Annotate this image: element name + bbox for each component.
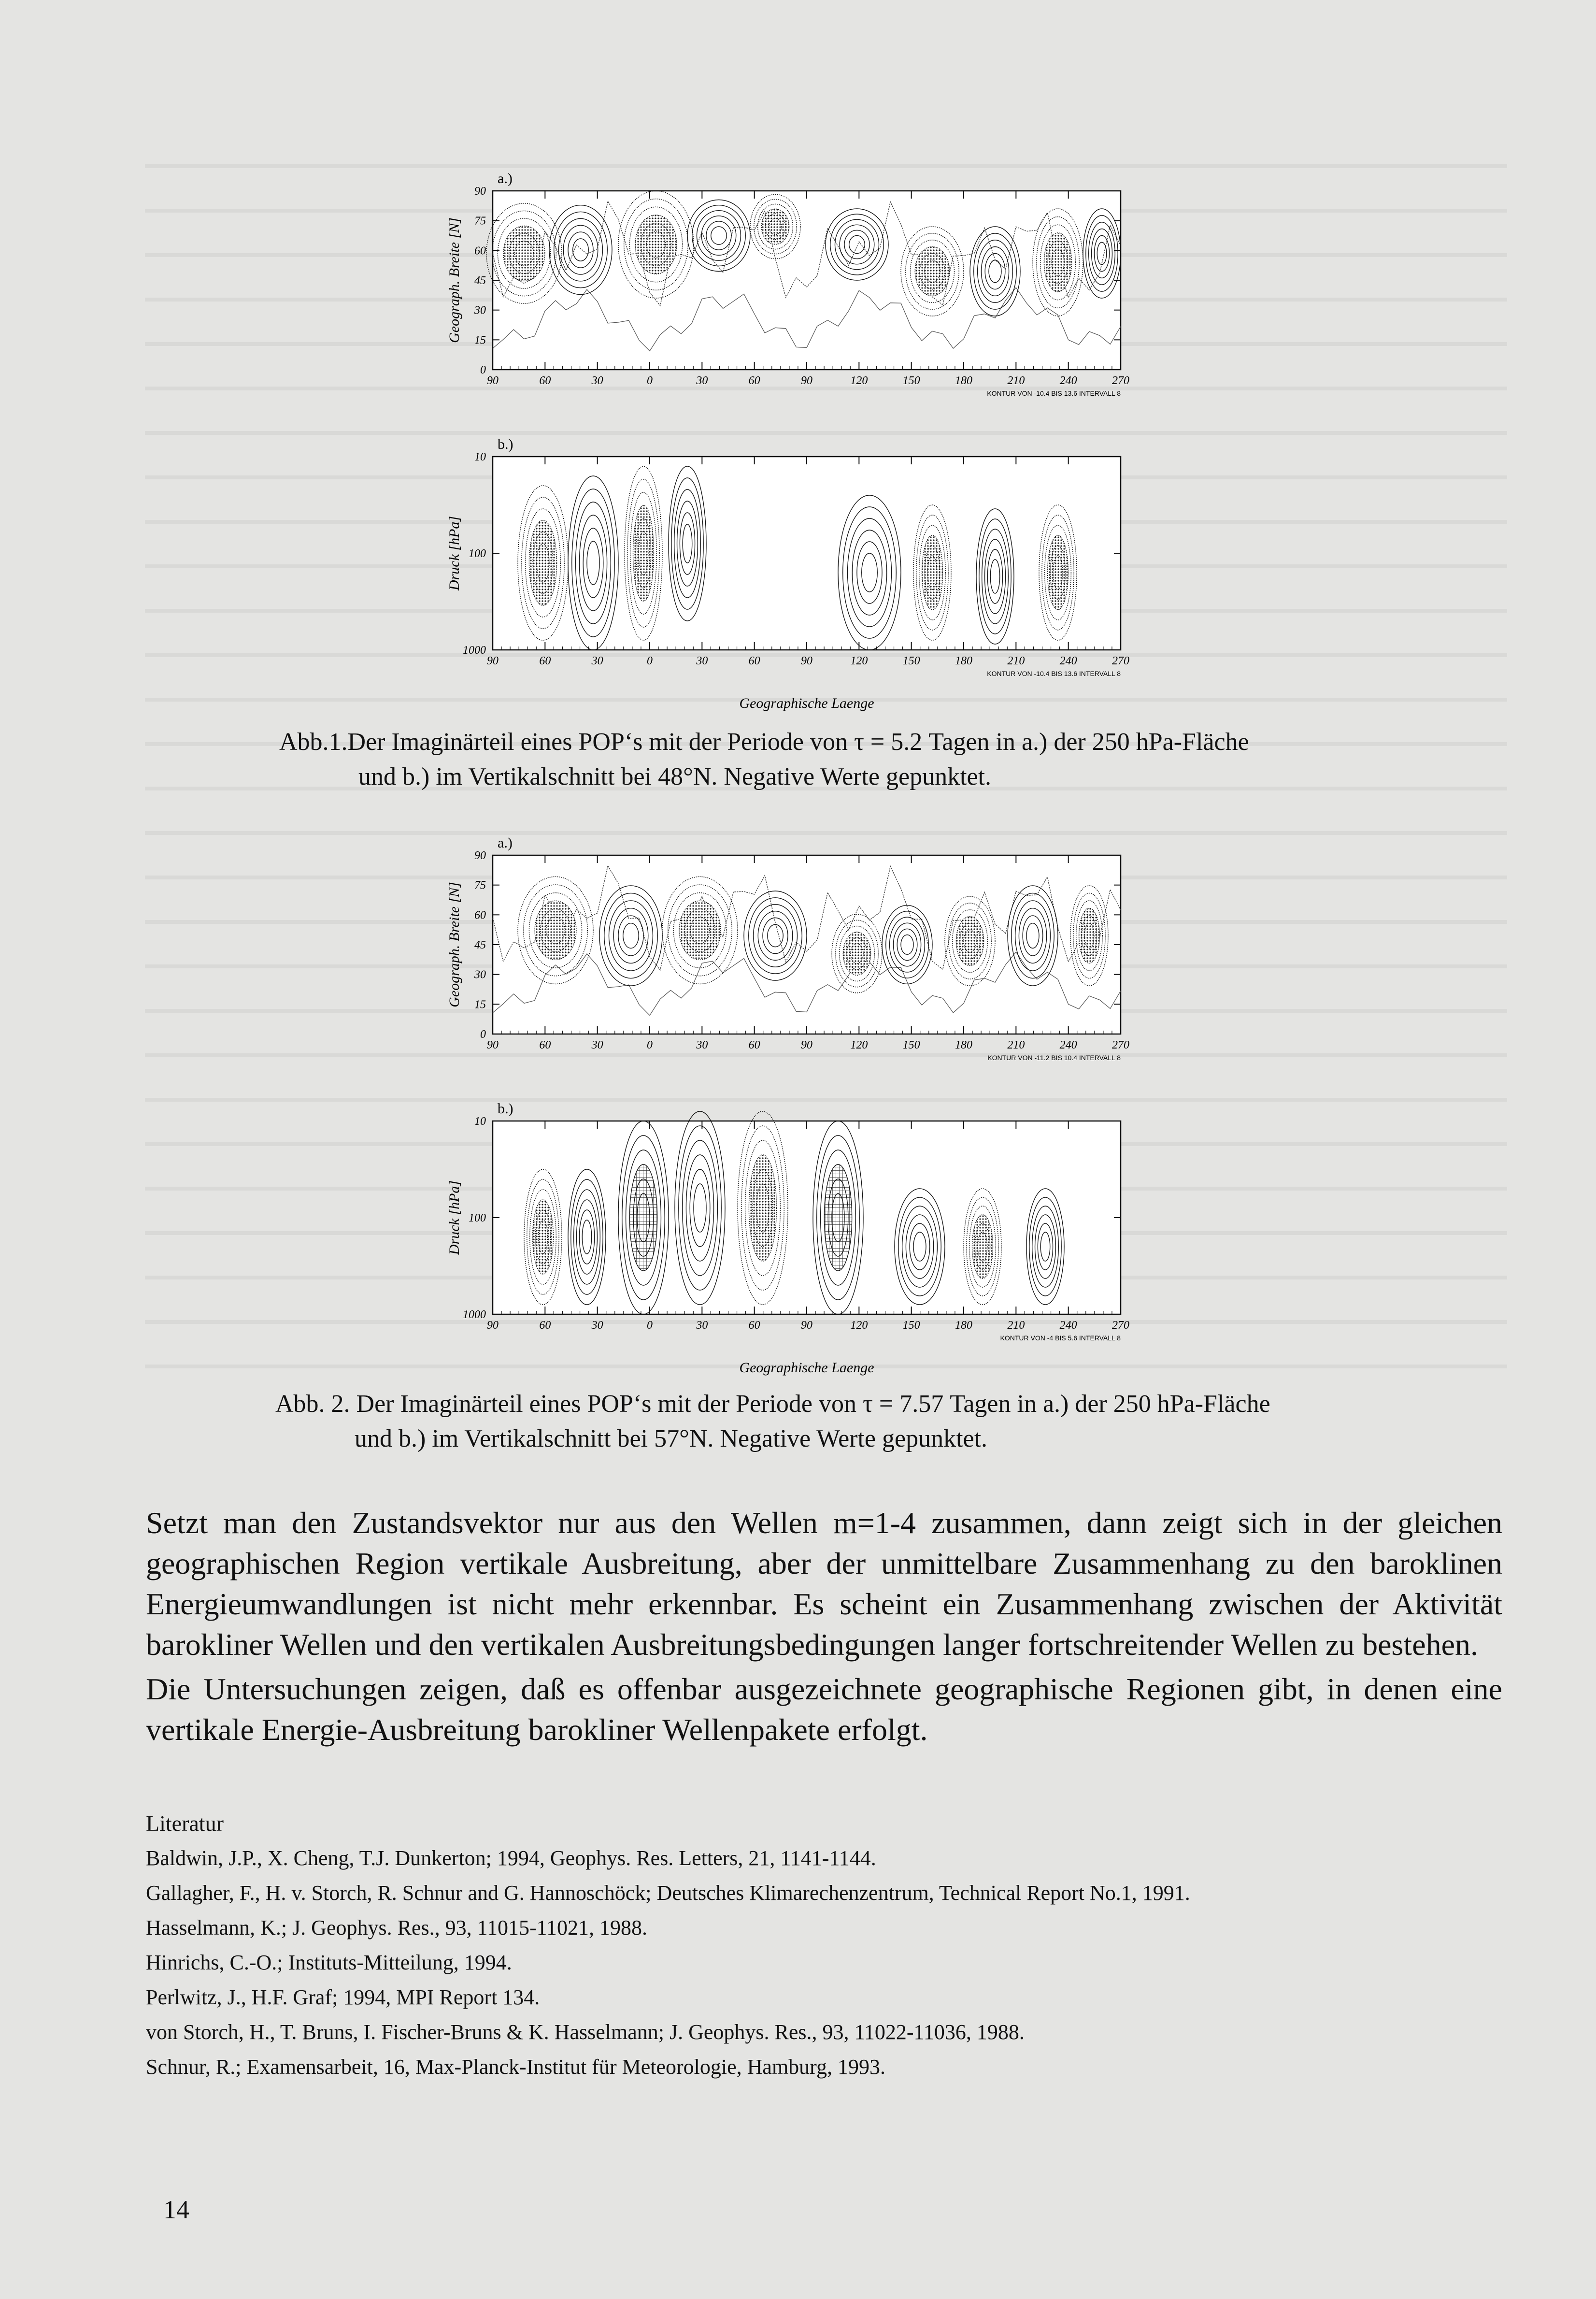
y-tick-label: 45	[474, 274, 486, 287]
x-tick-label: 270	[1112, 1039, 1129, 1051]
x-tick-label: 0	[647, 1319, 653, 1332]
y-axis-title: Geograph. Breite [N]	[446, 882, 462, 1007]
figure-1-caption	[279, 725, 1342, 794]
x-tick-label: 60	[539, 374, 551, 387]
caption-line-1: Abb.1.Der Imaginärteil eines POP‘s mit der Periode von τ = 5.2 Tagen in a.) der 250 hPa-Fläche	[279, 728, 1249, 756]
references-heading: Literatur	[146, 1811, 224, 1836]
x-tick-label: 90	[487, 655, 499, 667]
x-tick-label: 90	[487, 1039, 499, 1051]
plot-frame	[493, 1121, 1121, 1314]
x-tick-label: 270	[1112, 655, 1129, 667]
x-tick-label: 210	[1007, 1319, 1025, 1332]
x-tick-label: 120	[850, 1319, 868, 1332]
x-tick-label: 90	[487, 374, 499, 387]
x-tick-label: 0	[647, 1039, 653, 1051]
x-tick-label: 240	[1059, 1319, 1077, 1332]
x-tick-label: 90	[801, 1319, 812, 1332]
panel-a	[446, 171, 1129, 397]
reference-item: Gallagher, F., H. v. Storch, R. Schnur and G. Hannoschöck; Deutsches Klimarechenzentrum, Technical Report No.1, 1991.	[146, 1881, 1190, 1905]
x-tick-label: 90	[801, 374, 812, 387]
x-tick-label: 180	[955, 1039, 972, 1051]
x-tick-label: 240	[1059, 1039, 1077, 1051]
reference-item: Hinrichs, C.-O.; Instituts-Mitteilung, 1994.	[146, 1951, 512, 1974]
reference-item: von Storch, H., T. Bruns, I. Fischer-Bruns & K. Hasselmann; J. Geophys. Res., 93, 11022-11036, 1988.	[146, 2020, 1025, 2044]
x-tick-label: 30	[591, 655, 603, 667]
panel-label: b.)	[498, 1101, 513, 1117]
x-tick-label: 90	[801, 655, 812, 667]
reference-item: Perlwitz, J., H.F. Graf; 1994, MPI Report 134.	[146, 1985, 540, 2009]
x-tick-label: 120	[850, 374, 868, 387]
x-tick-label: 270	[1112, 374, 1129, 387]
y-tick-label: 100	[469, 1212, 486, 1224]
figure-2	[396, 812, 1237, 1377]
body-text	[146, 1503, 1502, 1754]
x-tick-label: 30	[591, 1319, 603, 1332]
panel-b	[446, 436, 1129, 677]
x-tick-label: 60	[539, 655, 551, 667]
x-tick-label: 30	[696, 655, 708, 667]
y-tick-label: 0	[480, 1028, 486, 1041]
x-tick-label: 150	[902, 1039, 920, 1051]
page-number: 14	[163, 2195, 189, 2224]
x-tick-label: 0	[647, 374, 653, 387]
x-tick-label: 270	[1112, 1319, 1129, 1332]
plot-frame	[493, 457, 1121, 650]
x-tick-label: 30	[696, 1319, 708, 1332]
x-tick-label: 30	[591, 1039, 603, 1051]
y-tick-label: 100	[469, 547, 486, 560]
y-tick-label: 60	[474, 909, 486, 922]
x-axis-title: Geographische Laenge	[739, 1360, 874, 1376]
x-axis-title: Geographische Laenge	[739, 695, 874, 711]
x-tick-label: 210	[1007, 374, 1025, 387]
figure-1	[396, 147, 1237, 713]
x-tick-label: 120	[850, 655, 868, 667]
x-tick-label: 30	[591, 374, 603, 387]
x-tick-label: 240	[1059, 374, 1077, 387]
x-tick-label: 60	[748, 1039, 760, 1051]
y-axis-title: Druck [hPa]	[446, 1180, 462, 1255]
figure-2-chart	[396, 812, 1237, 1377]
y-tick-label: 75	[474, 879, 486, 892]
x-tick-label: 30	[696, 1039, 708, 1051]
y-axis-title: Druck [hPa]	[446, 516, 462, 591]
x-tick-label: 0	[647, 655, 653, 667]
x-tick-label: 180	[955, 1319, 972, 1332]
y-tick-label: 75	[474, 215, 486, 228]
y-tick-label: 10	[474, 1115, 486, 1128]
x-tick-label: 90	[801, 1039, 812, 1051]
reference-item: Schnur, R.; Examensarbeit, 16, Max-Planck-Institut für Meteorologie, Hamburg, 1993.	[146, 2055, 886, 2079]
figure-1-chart	[396, 147, 1237, 713]
panel-label: b.)	[498, 436, 513, 452]
x-tick-label: 210	[1007, 655, 1025, 667]
x-tick-label: 60	[539, 1319, 551, 1332]
x-tick-label: 150	[902, 374, 920, 387]
references	[146, 1806, 1498, 2084]
contour-note: KONTUR VON -4 BIS 5.6 INTERVALL 8	[1000, 1334, 1121, 1342]
contour-note: KONTUR VON -10.4 BIS 13.6 INTERVALL 8	[987, 389, 1121, 397]
y-tick-label: 30	[474, 304, 486, 317]
panel-a	[446, 835, 1129, 1062]
x-tick-label: 180	[955, 374, 972, 387]
y-tick-label: 15	[474, 998, 486, 1011]
paragraph-2: Die Untersuchungen zeigen, daß es offenbar ausgezeichnete geographische Regionen gibt, in denen eine vertikale Energie-Ausbreitung barokliner Wellenpakete erfolgt.	[146, 1672, 1502, 1747]
x-tick-label: 210	[1007, 1039, 1025, 1051]
y-tick-label: 15	[474, 334, 486, 347]
panel-label: a.)	[498, 171, 513, 187]
y-tick-label: 1000	[463, 1308, 486, 1321]
y-tick-label: 1000	[463, 644, 486, 657]
y-tick-label: 10	[474, 451, 486, 463]
contour-note: KONTUR VON -10.4 BIS 13.6 INTERVALL 8	[987, 670, 1121, 677]
panel-label: a.)	[498, 835, 513, 851]
x-tick-label: 60	[748, 374, 760, 387]
reference-item: Hasselmann, K.; J. Geophys. Res., 93, 11015-11021, 1988.	[146, 1916, 647, 1940]
x-tick-label: 120	[850, 1039, 868, 1051]
panel-b	[446, 1101, 1129, 1342]
paragraph-1: Setzt man den Zustandsvektor nur aus den Wellen m=1-4 zusammen, dann zeigt sich in der gleichen geographischen Region vertikale Ausbreitung, aber der unmittelbare Zusammenhang zu den baroklinen Energieumwandlungen ist nicht mehr erkennbar. Es scheint ein Zusammenhang zwischen der Aktivität barokliner Wellen und den vertikalen Ausbreitungsbedingungen langer fortschreitender Wellen zu bestehen.	[146, 1506, 1502, 1662]
figure-2-caption	[275, 1387, 1338, 1456]
caption-line-2: und b.) im Vertikalschnitt bei 57°N. Negative Werte gepunktet.	[355, 1425, 988, 1452]
y-axis-title: Geograph. Breite [N]	[446, 217, 462, 343]
x-tick-label: 60	[748, 655, 760, 667]
x-tick-label: 240	[1059, 655, 1077, 667]
caption-line-1: Abb. 2. Der Imaginärteil eines POP‘s mit der Periode von τ = 7.57 Tagen in a.) der 250 hPa-Fläche	[275, 1390, 1270, 1418]
x-tick-label: 60	[539, 1039, 551, 1051]
plot-frame	[493, 855, 1121, 1034]
caption-line-2: und b.) im Vertikalschnitt bei 48°N. Negative Werte gepunktet.	[358, 763, 992, 790]
reference-item: Baldwin, J.P., X. Cheng, T.J. Dunkerton; 1994, Geophys. Res. Letters, 21, 1141-1144.	[146, 1846, 876, 1870]
contour-note: KONTUR VON -11.2 BIS 10.4 INTERVALL 8	[987, 1054, 1121, 1062]
x-tick-label: 150	[902, 1319, 920, 1332]
x-tick-label: 180	[955, 655, 972, 667]
x-tick-label: 30	[696, 374, 708, 387]
x-tick-label: 60	[748, 1319, 760, 1332]
y-tick-label: 30	[474, 968, 486, 981]
y-tick-label: 60	[474, 244, 486, 258]
y-tick-label: 90	[474, 185, 486, 198]
x-tick-label: 150	[902, 655, 920, 667]
y-tick-label: 45	[474, 939, 486, 951]
y-tick-label: 0	[480, 364, 486, 376]
y-tick-label: 90	[474, 849, 486, 862]
x-tick-label: 90	[487, 1319, 499, 1332]
